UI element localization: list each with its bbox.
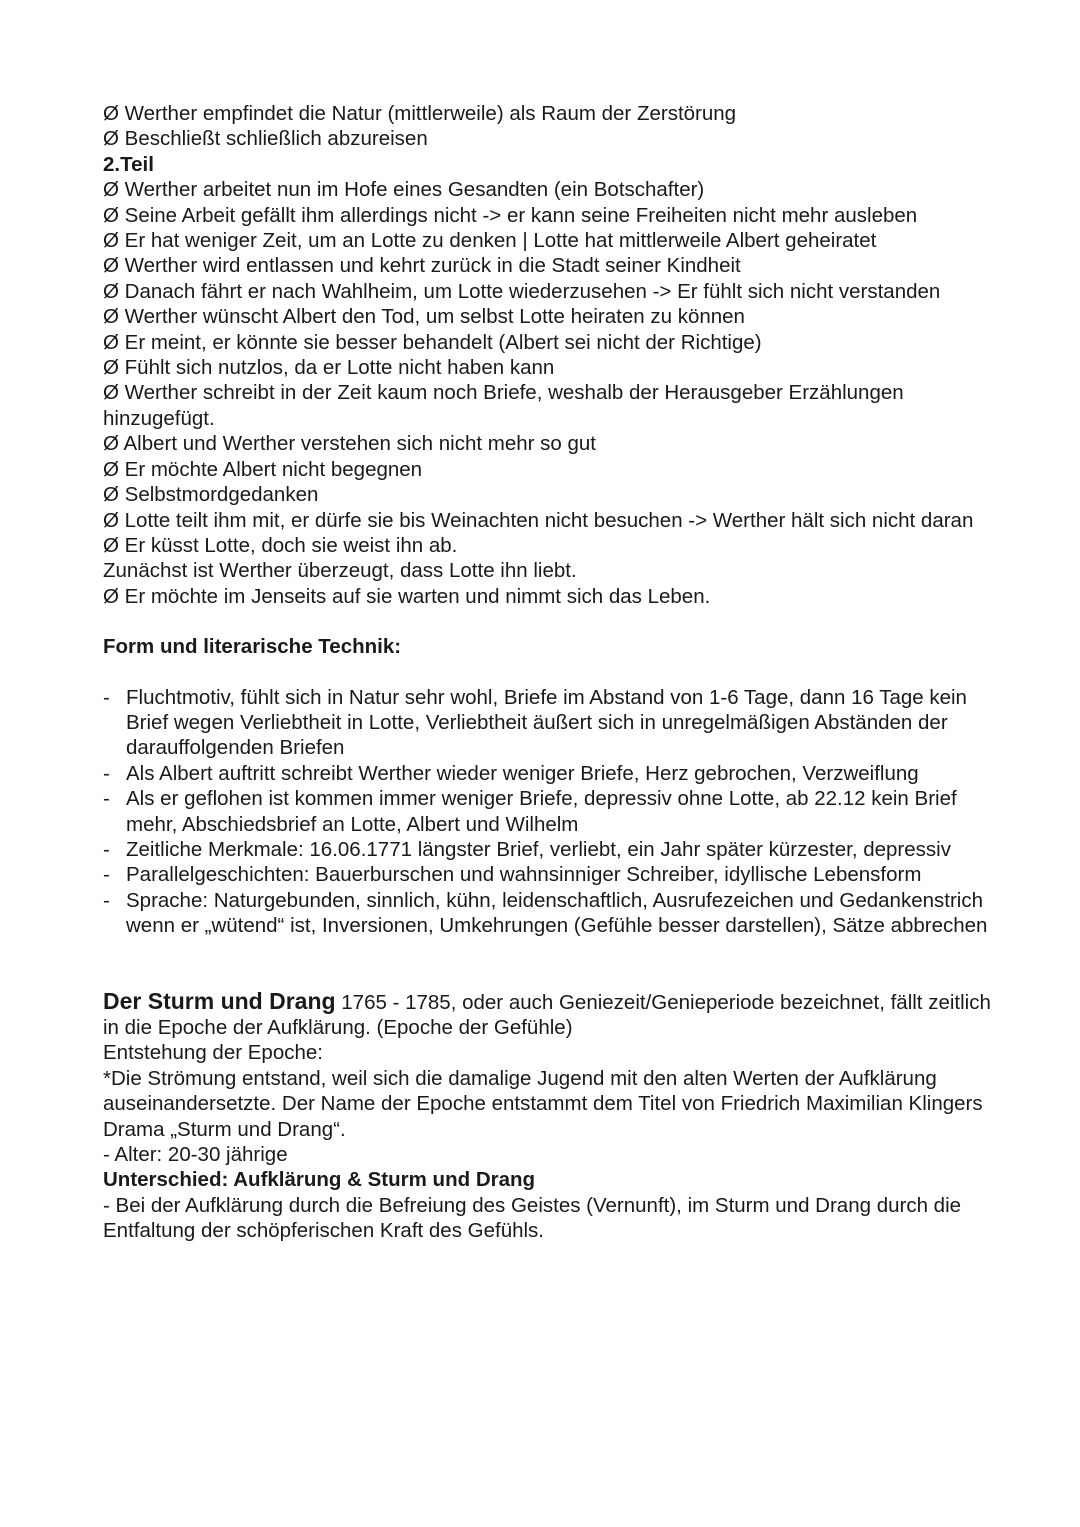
text-line: Ø Fühlt sich nutzlos, da er Lotte nicht haben kann	[103, 356, 555, 380]
text-line: Ø Albert und Werther verstehen sich nicht mehr so gut	[103, 432, 597, 456]
alter-line: - Alter: 20-30 jährige	[103, 1143, 288, 1167]
entstehung-label: Entstehung der Epoche:	[103, 1041, 323, 1065]
text-line: Ø Er meint, er könnte sie besser behandelt (Albert sei nicht der Richtige)	[103, 330, 762, 354]
text-line: Ø Werther wünscht Albert den Tod, um selbst Lotte heiraten zu können	[103, 305, 745, 329]
text-line: Ø Lotte teilt ihm mit, er dürfe sie bis Weinachten nicht besuchen -> Werther hält sich nicht daran	[103, 508, 974, 532]
list-item: - Als Albert auftritt schreibt Werther wieder weniger Briefe, Herz gebrochen, Verzweiflung	[103, 761, 1003, 786]
list-item: - Als er geflohen ist kommen immer weniger Briefe, depressiv ohne Lotte, ab 22.12 kein Brief mehr, Abschiedsbrief an Lotte, Albert und Wilhelm	[103, 786, 1003, 837]
text-line: Ø Selbstmordgedanken	[103, 483, 319, 507]
list-item: - Zeitliche Merkmale: 16.06.1771 längster Brief, verliebt, ein Jahr später kürzester, depressiv	[103, 837, 1003, 862]
sturm-title: Der Sturm und Drang	[103, 987, 336, 1014]
section-heading-teil2: 2.Teil	[103, 152, 154, 176]
list-item: - Parallelgeschichten: Bauerburschen und wahnsinniger Schreiber, idyllische Lebensform	[103, 862, 1003, 887]
list-item: - Sprache: Naturgebunden, sinnlich, kühn, leidenschaftlich, Ausrufezeichen und Gedankenstrich wenn er „wütend“ ist, Inversionen, Umkehrungen (Gefühle besser darstellen), Sätze abbrechen	[103, 888, 1003, 939]
text-line: Ø Er hat weniger Zeit, um an Lotte zu denken | Lotte hat mittlerweile Albert geheiratet	[103, 229, 877, 253]
entstehung-text: *Die Strömung entstand, weil sich die damalige Jugend mit den alten Werten der Aufklärung auseinandersetzte. Der Name der Epoche entstammt dem Titel von Friedrich Maximilian Klingers Drama „Sturm und Drang“.	[103, 1066, 983, 1141]
text-line: Ø Danach fährt er nach Wahlheim, um Lotte wiederzusehen -> Er fühlt sich nicht verstanden	[103, 279, 941, 303]
text-line: Ø Werther arbeitet nun im Hofe eines Gesandten (ein Botschafter)	[103, 178, 705, 202]
text-line: Ø Werther schreibt in der Zeit kaum noch Briefe, weshalb der Herausgeber Erzählungen hinzugefügt.	[103, 381, 904, 430]
text-line: Ø Seine Arbeit gefällt ihm allerdings nicht -> er kann seine Freiheiten nicht mehr ausleben	[103, 203, 918, 227]
form-list	[103, 685, 1003, 939]
text-line: Ø Werther wird entlassen und kehrt zurück in die Stadt seiner Kindheit	[103, 254, 741, 278]
text-line: Ø Er möchte im Jenseits auf sie warten und nimmt sich das Leben.	[103, 584, 711, 608]
document-page	[103, 101, 1003, 1244]
sturm-und-drang-section	[103, 989, 1003, 1244]
text-line: Ø Er küsst Lotte, doch sie weist ihn ab.	[103, 533, 458, 557]
unterschied-text: - Bei der Aufklärung durch die Befreiung des Geistes (Vernunft), im Sturm und Drang durch die Entfaltung der schöpferischen Kraft des Gefühls.	[103, 1193, 962, 1243]
text-line: Ø Beschließt schließlich abzureisen	[103, 127, 428, 151]
text-line: Ø Werther empfindet die Natur (mittlerweile) als Raum der Zerstörung	[103, 102, 737, 125]
list-item: - Fluchtmotiv, fühlt sich in Natur sehr wohl, Briefe im Abstand von 1-6 Tage, dann 16 Tage kein Brief wegen Verliebtheit in Lotte, Verliebtheit äußert sich in unregelmäßigen Abständen der darauffolgenden Briefen	[103, 685, 1003, 761]
teil1-end-section	[103, 101, 1003, 152]
section-heading-form: Form und literarische Technik:	[103, 635, 402, 659]
sturm-intro-text: 1765 - 1785, oder auch Geniezeit/Genieperiode bezeichnet, fällt zeitlich in die Epoche der Aufklärung. (Epoche der Gefühle)	[103, 990, 991, 1039]
unterschied-heading: Unterschied: Aufklärung & Sturm und Drang	[103, 1168, 536, 1192]
text-line: Ø Er möchte Albert nicht begegnen	[103, 457, 423, 481]
sturm-intro	[103, 989, 1003, 1041]
teil2-section	[103, 152, 1003, 609]
text-line: Zunächst ist Werther überzeugt, dass Lotte ihn liebt.	[103, 559, 577, 583]
